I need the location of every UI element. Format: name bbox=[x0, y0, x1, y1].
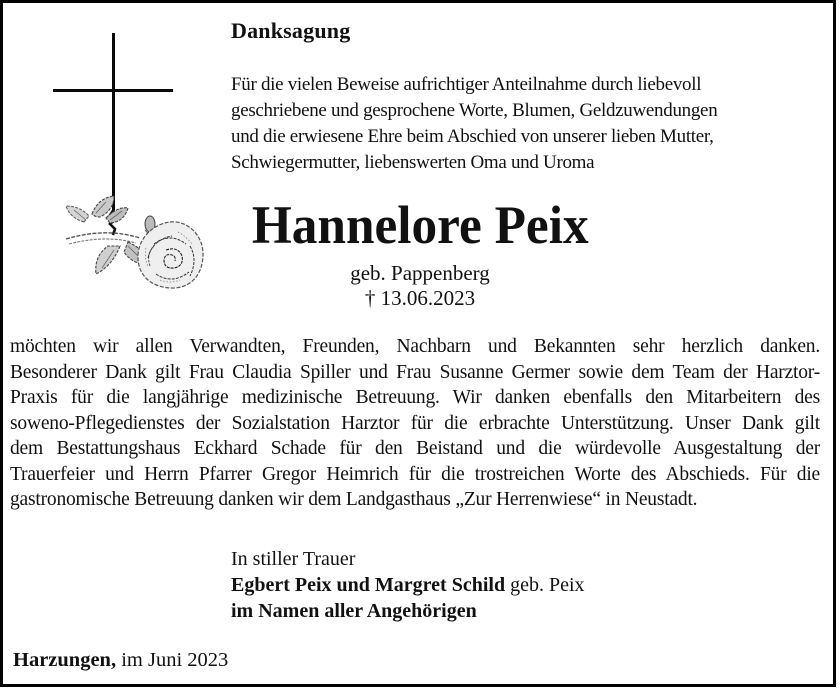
death-date: † 13.06.2023 bbox=[364, 286, 476, 310]
intro-line: Schwiegermutter, liebenswerten Oma und Uroma bbox=[231, 152, 595, 173]
intro-paragraph bbox=[231, 72, 717, 176]
body-line: Trauerfeier und Herrn Pfarrer Gregor Heimrich für die trostreichen Worte des Abschieds. Für die bbox=[10, 463, 820, 485]
intro-line: und die erwiesene Ehre beim Abschied von unserer lieben Mutter, bbox=[231, 126, 714, 147]
footer-date: im Juni 2023 bbox=[116, 649, 229, 671]
body-line: soweno-Pflegedienstes der Sozialstation Harztor für die erbrachte Unterstützung. Unser Dank gilt bbox=[10, 412, 820, 434]
mourning-block bbox=[231, 547, 585, 624]
intro-line: geschriebene und gesprochene Worte, Blumen, Geldzuwendungen bbox=[231, 100, 718, 121]
body-line: dem Bestattungshaus Eckhard Schade für den Beistand und die würdevolle Ausgestaltung der bbox=[10, 438, 820, 459]
cross-icon bbox=[112, 33, 115, 214]
mourning-names-bold: Egbert Peix und Margret Schild bbox=[231, 573, 506, 596]
body-line: möchten wir allen Verwandten, Freunden, Nachbarn und Bekannten sehr herzlich danken. bbox=[10, 336, 820, 357]
deceased-name bbox=[0, 195, 840, 255]
maiden-name: geb. Pappenberg bbox=[350, 261, 490, 285]
mourning-intro: In stiller Trauer bbox=[231, 548, 356, 570]
body-paragraph bbox=[10, 334, 820, 513]
footer-place: Harzungen, bbox=[13, 649, 117, 671]
mourning-closing: im Namen aller Angehörigen bbox=[231, 599, 477, 622]
footer-line bbox=[13, 648, 228, 673]
deceased-name-text: Hannelore Peix bbox=[251, 195, 589, 255]
body-line: gastronomische Betreuung danken wir dem Landgasthaus „Zur Herrenwiese“ in Neustadt. bbox=[10, 489, 698, 510]
intro-line: Für die vielen Beweise aufrichtiger Anteilnahme durch liebevoll bbox=[231, 74, 702, 95]
notice-title: Danksagung bbox=[231, 18, 351, 43]
body-line: Praxis für die langjährige medizinische Betreuung. Wir danken ebenfalls den Mitarbeitern des bbox=[10, 387, 820, 408]
mourning-names-suffix: geb. Peix bbox=[505, 573, 585, 596]
mourning-names bbox=[231, 573, 585, 599]
cross-icon-bar bbox=[53, 89, 173, 92]
body-line: Besonderer Dank gilt Frau Claudia Spiller und Frau Susanne Germer sowie dem Team der Harztor- bbox=[10, 361, 820, 383]
